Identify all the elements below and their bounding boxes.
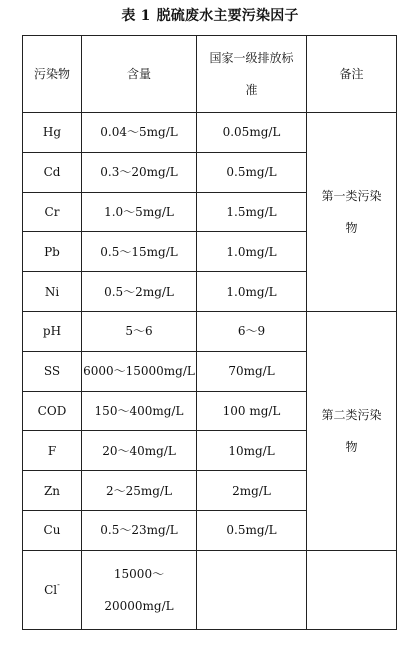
- cell-pollutant: Pb: [23, 232, 82, 272]
- cell-remarks-empty: [307, 550, 397, 629]
- cell-standard: 0.05mg/L: [197, 113, 307, 153]
- cell-standard: 100 mg/L: [197, 391, 307, 431]
- cell-content: 0.5～2mg/L: [82, 272, 197, 312]
- cell-content: 0.04～5mg/L: [82, 113, 197, 153]
- cell-content: 5～6: [82, 311, 197, 351]
- cell-content: 2～25mg/L: [82, 471, 197, 511]
- table-row: [23, 311, 397, 351]
- table-caption: [0, 6, 420, 26]
- header-pollutant: 污染物: [23, 36, 82, 113]
- table-row: [23, 550, 397, 629]
- table-caption-title: 脱硫废水主要污染因子: [156, 8, 299, 24]
- header-content: 含量: [82, 36, 197, 113]
- cell-content: 150～400mg/L: [82, 391, 197, 431]
- cell-standard: 1.0mg/L: [197, 272, 307, 312]
- cell-standard: 6～9: [197, 311, 307, 351]
- cell-content: 20～40mg/L: [82, 431, 197, 471]
- cell-standard: 0.5mg/L: [197, 152, 307, 192]
- header-standard-line2: 准: [245, 83, 258, 97]
- remarks-group2-line1: 第二类污染: [321, 407, 382, 422]
- cell-standard: [197, 550, 307, 629]
- chloride-charge-superscript: -: [57, 579, 60, 589]
- cell-standard: 10mg/L: [197, 431, 307, 471]
- cell-content: 0.3～20mg/L: [82, 152, 197, 192]
- cell-content: 1.0～5mg/L: [82, 192, 197, 232]
- cell-pollutant: [23, 550, 82, 629]
- cell-content: 0.5～23mg/L: [82, 510, 197, 550]
- cell-pollutant: F: [23, 431, 82, 471]
- header-standard: [197, 36, 307, 113]
- table-header-row: [23, 36, 397, 113]
- cell-pollutant: pH: [23, 311, 82, 351]
- cell-standard: 1.0mg/L: [197, 232, 307, 272]
- cell-pollutant: Zn: [23, 471, 82, 511]
- remarks-group1-line2: 物: [345, 220, 358, 235]
- cell-pollutant: Cr: [23, 192, 82, 232]
- cell-standard: 1.5mg/L: [197, 192, 307, 232]
- content-line2: 20000mg/L: [104, 598, 174, 613]
- cell-standard: 0.5mg/L: [197, 510, 307, 550]
- remarks-group2-line2: 物: [345, 439, 358, 454]
- table-row: [23, 113, 397, 153]
- cell-pollutant: Cd: [23, 152, 82, 192]
- cell-pollutant: Ni: [23, 272, 82, 312]
- pollutant-chloride: Cl: [44, 582, 58, 597]
- cell-content: 6000～15000mg/L: [82, 351, 197, 391]
- table-caption-label: 表 1: [121, 8, 151, 24]
- content-line1: 15000～: [113, 566, 165, 581]
- pollutant-factors-table: [22, 35, 397, 630]
- cell-pollutant: Cu: [23, 510, 82, 550]
- cell-pollutant: COD: [23, 391, 82, 431]
- header-standard-line1: 国家一级排放标: [209, 51, 294, 65]
- cell-standard: 2mg/L: [197, 471, 307, 511]
- remarks-group1-line1: 第一类污染: [321, 188, 382, 203]
- cell-pollutant: Hg: [23, 113, 82, 153]
- cell-remarks-group1: [307, 113, 397, 312]
- cell-content: 0.5～15mg/L: [82, 232, 197, 272]
- header-remarks: 备注: [307, 36, 397, 113]
- cell-pollutant: SS: [23, 351, 82, 391]
- cell-content: [82, 550, 197, 629]
- cell-standard: 70mg/L: [197, 351, 307, 391]
- cell-remarks-group2: [307, 311, 397, 550]
